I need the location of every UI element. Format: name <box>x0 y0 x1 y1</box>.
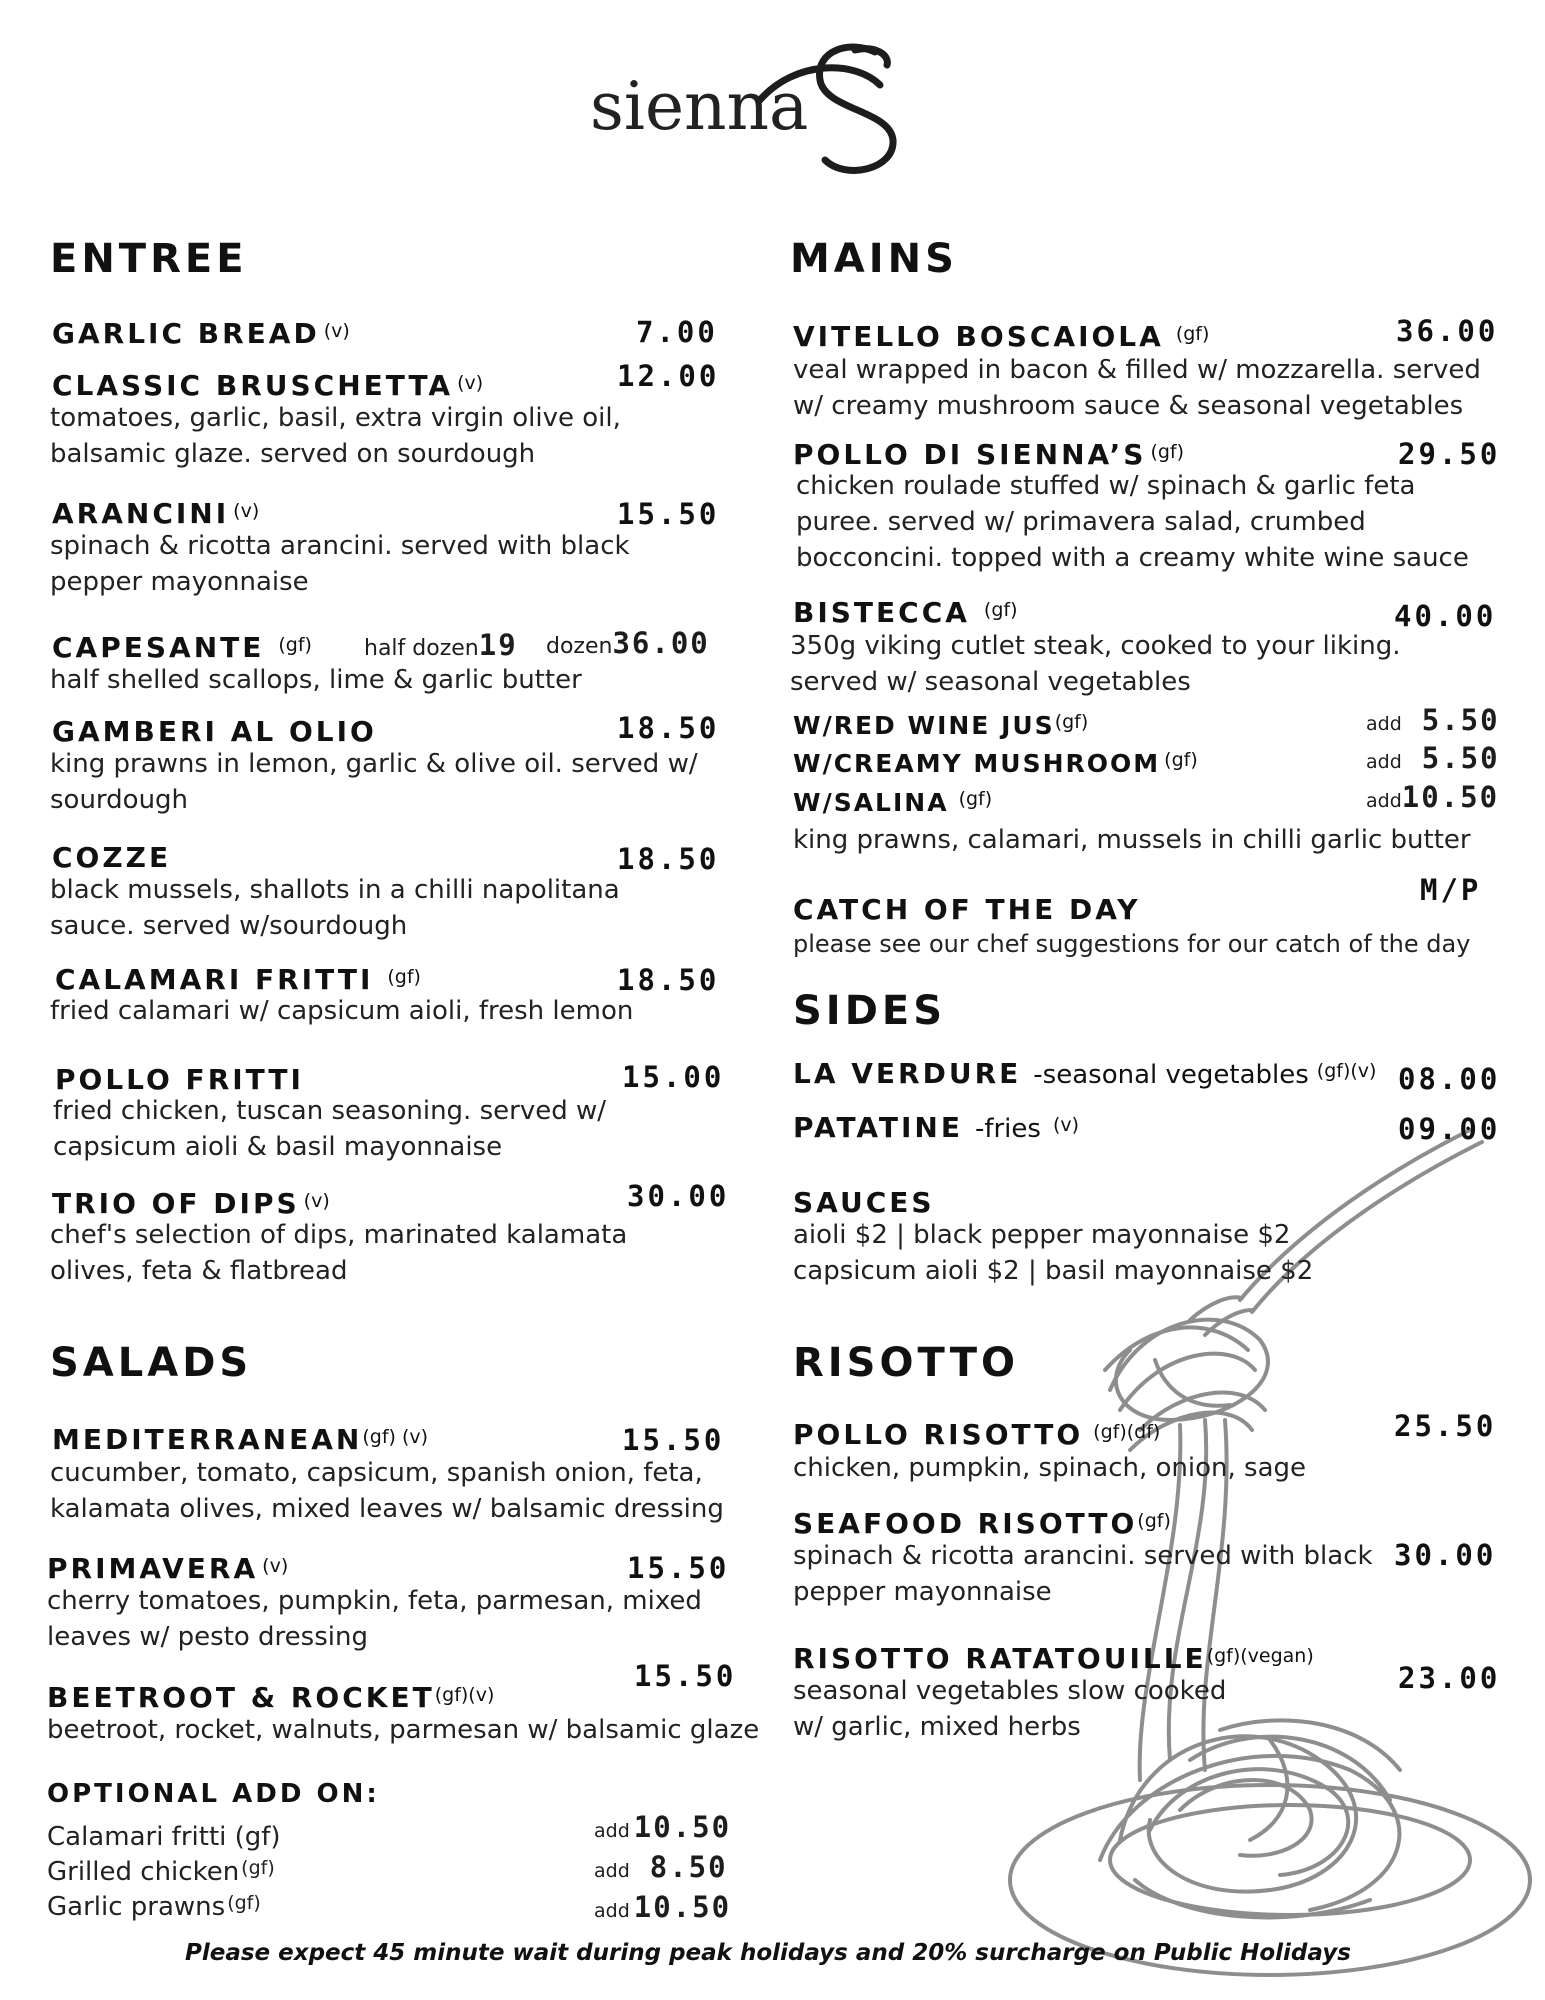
description-line: pepper mayonnaise <box>793 1577 1052 1607</box>
description-line: capsicum aioli & basil mayonnaise <box>53 1132 503 1162</box>
salina-description: king prawns, calamari, mussels in chilli garlic butter <box>793 825 1471 855</box>
salads-section-title: SALADS <box>50 1340 253 1386</box>
menu-item-name <box>793 1057 1376 1090</box>
description-line: spinach & ricotta arancini. served with black <box>793 1541 1373 1571</box>
dietary-tag: (v) <box>323 320 350 342</box>
menu-item-price: 15.50 <box>634 1659 737 1693</box>
menu-item-name <box>793 1418 1160 1451</box>
dietary-tag: (gf) <box>1054 711 1089 733</box>
description-line: w/ garlic, mixed herbs <box>793 1712 1081 1742</box>
steak-addon-price <box>1366 703 1500 737</box>
item-title: PRIMAVERA <box>47 1552 259 1585</box>
dietary-tag: (gf)(v) <box>1316 1060 1377 1082</box>
addon-price-value: 10.50 <box>633 1890 732 1924</box>
description-line: leaves w/ pesto dressing <box>47 1622 368 1652</box>
description-line: sourdough <box>50 785 189 815</box>
menu-item-name <box>52 715 377 748</box>
addon-name: Garlic prawns <box>47 1892 226 1922</box>
dietary-tag: (gf) <box>1150 441 1185 463</box>
description-line: fried chicken, tuscan seasoning. served w/ <box>53 1096 606 1126</box>
addon-price-value: 5.50 <box>1421 703 1500 737</box>
menu-item-price: 15.50 <box>617 497 720 531</box>
description-line: spinach & ricotta arancini. served with black <box>50 531 630 561</box>
description-line: cherry tomatoes, pumpkin, feta, parmesan, mixed <box>47 1586 702 1616</box>
add-label: add <box>594 1860 630 1882</box>
menu-item-description <box>50 993 633 1029</box>
item-title: POLLO RISOTTO <box>793 1418 1084 1451</box>
addon-price-value: 10.50 <box>1401 780 1500 814</box>
menu-item-price: 18.50 <box>617 842 720 876</box>
description-line: chef's selection of dips, marinated kalamata <box>50 1220 628 1250</box>
menu-item-description <box>796 468 1469 576</box>
dietary-tag: (gf)(df) <box>1093 1421 1161 1443</box>
item-title: CALAMARI FRITTI <box>55 963 374 996</box>
menu-item-price: 25.50 <box>1394 1409 1497 1443</box>
description-line: fried calamari w/ capsicum aioli, fresh lemon <box>50 996 634 1026</box>
menu-item-price: 23.00 <box>1398 1661 1501 1695</box>
item-title: VITELLO BOSCAIOLA <box>793 320 1164 353</box>
dietary-tag: (gf)(vegan) <box>1206 1645 1314 1667</box>
description-line: olives, feta & flatbread <box>50 1256 348 1286</box>
logo-wordmark: sienna <box>590 68 809 145</box>
description-line: veal wrapped in bacon & filled w/ mozzarella. served <box>793 355 1481 385</box>
sauces-list <box>793 1217 1313 1289</box>
dietary-tag: (gf) (v) <box>362 1426 429 1448</box>
addon-price-value: 8.50 <box>649 1850 728 1884</box>
dietary-tag: (gf) <box>958 788 993 810</box>
sauce-line: capsicum aioli $2 | basil mayonnaise $2 <box>793 1256 1314 1286</box>
menu-item-description <box>53 1093 606 1165</box>
addon-price <box>594 1850 728 1884</box>
item-title: MEDITERRANEAN <box>52 1423 363 1456</box>
item-title: BEETROOT & ROCKET <box>47 1681 435 1714</box>
dietary-tag: (v) <box>233 500 260 522</box>
addon-name: Calamari fritti (gf) <box>47 1822 281 1852</box>
item-title: GAMBERI AL OLIO <box>52 715 377 748</box>
description-line: chicken roulade stuffed w/ spinach & garlic feta <box>796 471 1416 501</box>
menu-item-price: 15.00 <box>622 1060 725 1094</box>
menu-item-price: 18.50 <box>617 963 720 997</box>
menu-item-description <box>50 1217 627 1289</box>
menu-item-description <box>50 1455 724 1527</box>
item-detail: -seasonal vegetables <box>1033 1060 1309 1090</box>
capesante-half-dozen <box>364 628 518 662</box>
addon-item <box>47 1857 275 1887</box>
menu-item-name <box>793 438 1184 471</box>
entree-section-title: ENTREE <box>50 236 248 282</box>
menu-item-description <box>47 1712 759 1748</box>
sauces-title: SAUCES <box>793 1186 935 1219</box>
description-line: black mussels, shallots in a chilli napolitana <box>50 875 620 905</box>
menu-item-description <box>50 872 620 944</box>
item-detail: -fries <box>974 1114 1041 1144</box>
description-line: bocconcini. topped with a creamy white wine sauce <box>796 543 1469 573</box>
optional-addon-title: OPTIONAL ADD ON: <box>47 1779 380 1809</box>
addon-price <box>594 1810 731 1844</box>
menu-item-name <box>52 369 483 402</box>
dietary-tag: (v) <box>303 1190 330 1212</box>
item-title: COZZE <box>52 841 172 874</box>
menu-item-description <box>50 400 621 472</box>
steak-addon-price <box>1366 780 1499 814</box>
add-label: add <box>594 1900 630 1922</box>
description-line: cucumber, tomato, capsicum, spanish onion, feta, <box>50 1458 703 1488</box>
menu-item-price: 36.00 <box>612 626 710 660</box>
menu-item-description <box>47 1583 702 1655</box>
menu-item-name <box>52 1187 330 1220</box>
menu-item-name <box>52 317 350 350</box>
item-title: W/RED WINE JUS <box>793 711 1055 740</box>
menu-item-description <box>793 1538 1373 1610</box>
item-title: LA VERDURE <box>793 1057 1022 1090</box>
description-line: kalamata olives, mixed leaves w/ balsamic dressing <box>50 1494 724 1524</box>
item-title: GARLIC BREAD <box>52 317 320 350</box>
sauce-line: aioli $2 | black pepper mayonnaise $2 <box>793 1220 1291 1250</box>
dietary-tag: (v) <box>262 1555 289 1577</box>
risotto-section-title: RISOTTO <box>793 1340 1019 1386</box>
description-line: served w/ seasonal vegetables <box>790 667 1191 697</box>
menu-item-name <box>793 1111 1079 1144</box>
description-line: pepper mayonnaise <box>50 567 309 597</box>
menu-item-description <box>793 352 1481 424</box>
item-title: TRIO OF DIPS <box>52 1187 300 1220</box>
steak-addon-name <box>793 788 992 817</box>
half-dozen-price: 19 <box>478 628 518 662</box>
menu-item-name <box>52 631 312 664</box>
description-line: 350g viking cutlet steak, cooked to your liking. <box>790 631 1401 661</box>
addon-item <box>47 1892 261 1922</box>
item-title: RISOTTO RATATOUILLE <box>793 1642 1207 1675</box>
item-title: W/SALINA <box>793 788 949 817</box>
menu-item-price: 15.50 <box>627 1551 730 1585</box>
addon-item <box>47 1822 281 1852</box>
item-title: PATATINE <box>793 1111 963 1144</box>
menu-item-description <box>790 628 1401 700</box>
mains-section-title: MAINS <box>790 236 958 282</box>
steak-addon-name <box>793 749 1198 778</box>
menu-item-price: 29.50 <box>1398 437 1501 471</box>
item-title: BISTECCA <box>793 596 970 629</box>
menu-item-description <box>50 746 698 818</box>
menu-item-price: 08.00 <box>1398 1062 1501 1096</box>
dietary-tag: (v) <box>457 372 484 394</box>
menu-item-name <box>55 963 421 996</box>
logo-monogram-icon <box>755 40 915 180</box>
menu-item-price: M/P <box>1420 873 1482 907</box>
menu-item-name <box>47 1681 494 1714</box>
description-line: balsamic glaze. served on sourdough <box>50 439 536 469</box>
add-label: add <box>1366 713 1402 735</box>
menu-item-price: 18.50 <box>617 711 720 745</box>
description-line: king prawns in lemon, garlic & olive oil. served w/ <box>50 749 698 779</box>
dietary-tag: (gf) <box>1164 749 1198 771</box>
menu-item-price: 36.00 <box>1396 314 1499 348</box>
menu-item-price: 40.00 <box>1394 599 1497 633</box>
menu-item-name <box>52 1423 428 1456</box>
menu-item-name <box>52 497 259 530</box>
addon-name: Grilled chicken <box>47 1857 240 1887</box>
add-label: add <box>594 1820 630 1842</box>
item-title: POLLO DI SIENNA’S <box>793 438 1147 471</box>
dietary-tag: (gf) <box>1137 1510 1171 1532</box>
dietary-tag: (gf) <box>387 966 421 988</box>
dietary-tag: (gf) <box>241 1857 275 1879</box>
description-line: tomatoes, garlic, basil, extra virgin olive oil, <box>50 403 621 433</box>
dietary-tag: (gf) <box>278 634 312 656</box>
dietary-tag: (v) <box>1052 1114 1080 1136</box>
menu-item-name <box>793 596 1018 629</box>
menu-item-price: 15.50 <box>622 1423 725 1457</box>
menu-item-description <box>50 528 630 600</box>
steak-addon-price <box>1366 741 1500 775</box>
item-title: CAPESANTE <box>52 631 265 664</box>
description-line: beetroot, rocket, walnuts, parmesan w/ balsamic glaze <box>47 1715 760 1745</box>
addon-price-value: 5.50 <box>1421 741 1500 775</box>
item-title: CLASSIC BRUSCHETTA <box>52 369 454 402</box>
description-line: w/ creamy mushroom sauce & seasonal vegetables <box>793 391 1464 421</box>
menu-item-description: please see our chef suggestions for our catch of the day <box>793 930 1471 958</box>
item-title: CATCH OF THE DAY <box>793 893 1141 926</box>
item-title: ARANCINI <box>52 497 230 530</box>
item-title: W/CREAMY MUSHROOM <box>793 749 1161 778</box>
menu-item-description <box>50 662 582 698</box>
menu-item-price: 09.00 <box>1398 1112 1501 1146</box>
menu-item-name <box>793 1642 1314 1675</box>
addon-price-value: 10.50 <box>633 1810 732 1844</box>
description-line: half shelled scallops, lime & garlic butter <box>50 665 582 695</box>
menu-item-price: 30.00 <box>1394 1538 1497 1572</box>
item-title: POLLO FRITTI <box>55 1063 304 1096</box>
addon-price <box>594 1890 731 1924</box>
dietary-tag: (gf) <box>983 599 1018 621</box>
dietary-tag: (gf) <box>1175 323 1210 345</box>
menu-item-name <box>793 1507 1171 1540</box>
capesante-dozen <box>546 626 710 660</box>
surcharge-notice: Please expect 45 minute wait during peak holidays and 20% surcharge on Public Holidays <box>185 1940 1351 1966</box>
item-title: SEAFOOD RISOTTO <box>793 1507 1138 1540</box>
menu-item-name <box>47 1552 288 1585</box>
sides-section-title: SIDES <box>793 988 947 1034</box>
add-label: add <box>1366 790 1402 812</box>
add-label: add <box>1366 751 1402 773</box>
menu-item-description <box>793 1450 1306 1486</box>
description-line: puree. served w/ primavera salad, crumbed <box>796 507 1366 537</box>
menu-item-price: 30.00 <box>627 1179 730 1213</box>
dietary-tag: (gf)(v) <box>434 1684 495 1706</box>
menu-item-name <box>793 320 1209 353</box>
half-dozen-label: half dozen <box>364 636 479 661</box>
menu-item-name <box>793 893 1140 926</box>
description-line: seasonal vegetables slow cooked <box>793 1676 1227 1706</box>
steak-addon-name <box>793 711 1088 740</box>
menu-item-description <box>793 1673 1226 1745</box>
menu-item-price: 7.00 <box>636 315 718 349</box>
menu-item-name <box>55 1063 304 1096</box>
menu-item-name <box>52 841 171 874</box>
dietary-tag: (gf) <box>227 1892 261 1914</box>
description-line: sauce. served w/sourdough <box>50 911 408 941</box>
dozen-label: dozen <box>546 634 613 659</box>
menu-item-price: 12.00 <box>617 359 720 393</box>
description-line: chicken, pumpkin, spinach, onion, sage <box>793 1453 1307 1483</box>
